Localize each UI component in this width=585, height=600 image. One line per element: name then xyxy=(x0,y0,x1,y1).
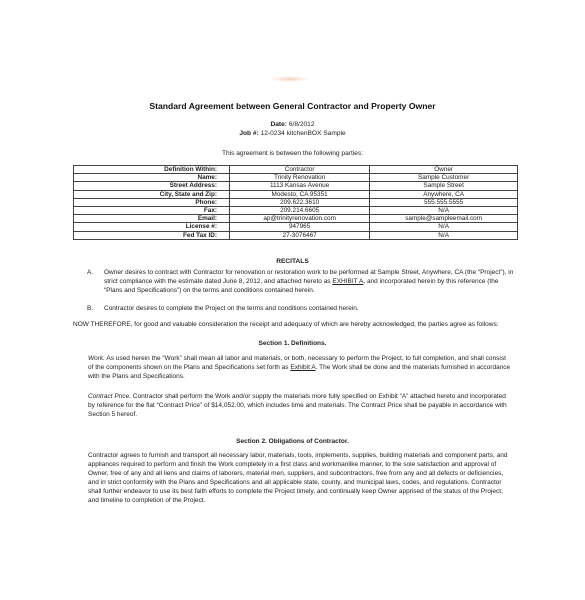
recitals-heading: RECITALS xyxy=(276,258,309,265)
owner-cell: Anywhere, CA xyxy=(370,190,518,198)
work-text-cont: . The Work shall be done and the materials furnished in accordance with the Plans and Specifications. xyxy=(88,364,511,380)
recital-a-text: Owner desires to contract with Contractor for renovation or restoration work to be performed at Sample Street, Anywhere, CA (the “Project”), in strict compliance with the estimate dated June 8, 2012, and attached hereto as xyxy=(104,269,514,285)
table-header: Owner xyxy=(370,166,518,174)
price-text: Contractor shall perform the Work and/or supply the materials more fully specified on Exhibit “A” attached hereto and incorporated by reference for the flat “Contract Price” of $14,052.00, which includes time and materials. The Contract Price shall be payable in accordance with Section 5 hereof. xyxy=(88,393,507,418)
row-label: Name: xyxy=(74,174,230,182)
owner-cell: 555.555.5555 xyxy=(370,198,518,206)
table-header: Contractor xyxy=(230,166,370,174)
work-term: Work. xyxy=(88,355,105,362)
recital-b-letter: B. xyxy=(87,305,94,312)
contract-price-definition xyxy=(88,392,512,419)
owner-cell: N/A xyxy=(370,223,518,231)
recital-b: Contractor desires to complete the Project on the terms and conditions contained herein. xyxy=(104,305,359,312)
table-row xyxy=(74,207,518,215)
job-label: Job #: xyxy=(239,130,259,137)
now-therefore-paragraph: NOW THEREFORE, for good and valuable consideration the receipt and adequacy of which are hereby acknowledged, the parties agree as follows: xyxy=(73,321,499,328)
row-label: City, State and Zip: xyxy=(74,190,230,198)
recital-a-letter: A. xyxy=(87,269,94,276)
owner-cell: N/A xyxy=(370,207,518,215)
document-title: Standard Agreement between General Contractor and Property Owner xyxy=(149,101,436,111)
table-header-row xyxy=(74,166,518,174)
table-row xyxy=(74,231,518,239)
work-definition xyxy=(88,354,512,381)
table-row xyxy=(74,182,518,190)
owner-cell: sample@sampleemail.com xyxy=(370,215,518,223)
row-label: License #: xyxy=(74,223,230,231)
contractor-cell: 27-3076467 xyxy=(230,231,370,239)
contractor-cell: ap@trinityrenovation.com xyxy=(230,215,370,223)
price-term: Contract Price. xyxy=(88,393,131,400)
contractor-cell: Modesto, CA 95351 xyxy=(230,190,370,198)
job-line xyxy=(0,130,585,137)
parties-table xyxy=(73,165,518,240)
owner-cell: Sample Street xyxy=(370,182,518,190)
owner-cell: N/A xyxy=(370,231,518,239)
table-row xyxy=(74,223,518,231)
table-row xyxy=(74,215,518,223)
owner-cell: Sample Customer xyxy=(370,174,518,182)
contractor-cell: 209.622.3610 xyxy=(230,198,370,206)
exhibit-a-link[interactable]: EXHIBIT A xyxy=(332,278,364,285)
date-line xyxy=(0,121,585,128)
row-label: Fax: xyxy=(74,207,230,215)
job-value: 12-0234 kitchenBOX Sample xyxy=(260,130,346,137)
date-label: Date: xyxy=(270,121,287,128)
recital-a-text-cont: , and incorporated herein by this reference (the “Plans and Specifications”) on the terms and conditions contained herein. xyxy=(104,278,499,294)
table-row xyxy=(74,174,518,182)
date-value: 6/8/2012 xyxy=(288,121,315,128)
row-label: Fed Tax ID: xyxy=(74,231,230,239)
row-label: Street Address: xyxy=(74,182,230,190)
contractor-cell: Trinity Renovation xyxy=(230,174,370,182)
contractor-cell: 1113 Kansas Avenue xyxy=(230,182,370,190)
row-label: Email: xyxy=(74,215,230,223)
row-label: Phone: xyxy=(74,198,230,206)
contractor-cell: 947965 xyxy=(230,223,370,231)
section-2-heading: Section 2. Obligations of Contractor. xyxy=(236,438,349,445)
work-text: As used herein the “Work” shall mean all labor and materials, or both, necessary to perform the Project, to full completion, and shall consist of the components shown on the Plans and Specifications set forth as xyxy=(88,355,506,371)
table-header: Definition Within: xyxy=(74,166,230,174)
obligations-paragraph: Contractor agrees to furnish and transport all necessary labor, materials, tools, implements, supplies, building materials and component parts, and appliances required to perform and finish the Work completely in a first class and workmanlike manner, to the sole satisfaction and approval of Owner, free of any and all liens and claims of laborers, material men, suppliers, and subcontractors, free from any and all defects or deficiencies, and in strict conformity with the Plans and Specifications and all applicable state, county, and municipal laws, codes, and regulations. Contractor shall further endeavor to use its best faith efforts to complete the Project timely, and continually keep Owner apprised of the status of the Project, and timeline to completion of the Project. xyxy=(88,452,508,504)
decorative-smudge xyxy=(270,76,310,82)
parties-intro: This agreement is between the following parties: xyxy=(221,150,364,157)
table-row xyxy=(74,190,518,198)
recital-a xyxy=(104,268,516,295)
contractor-cell: 209.214.6605 xyxy=(230,207,370,215)
section-1-heading: Section 1. Definitions. xyxy=(258,340,327,347)
exhibit-a-link[interactable]: Exhibit A xyxy=(290,364,316,371)
table-row xyxy=(74,198,518,206)
